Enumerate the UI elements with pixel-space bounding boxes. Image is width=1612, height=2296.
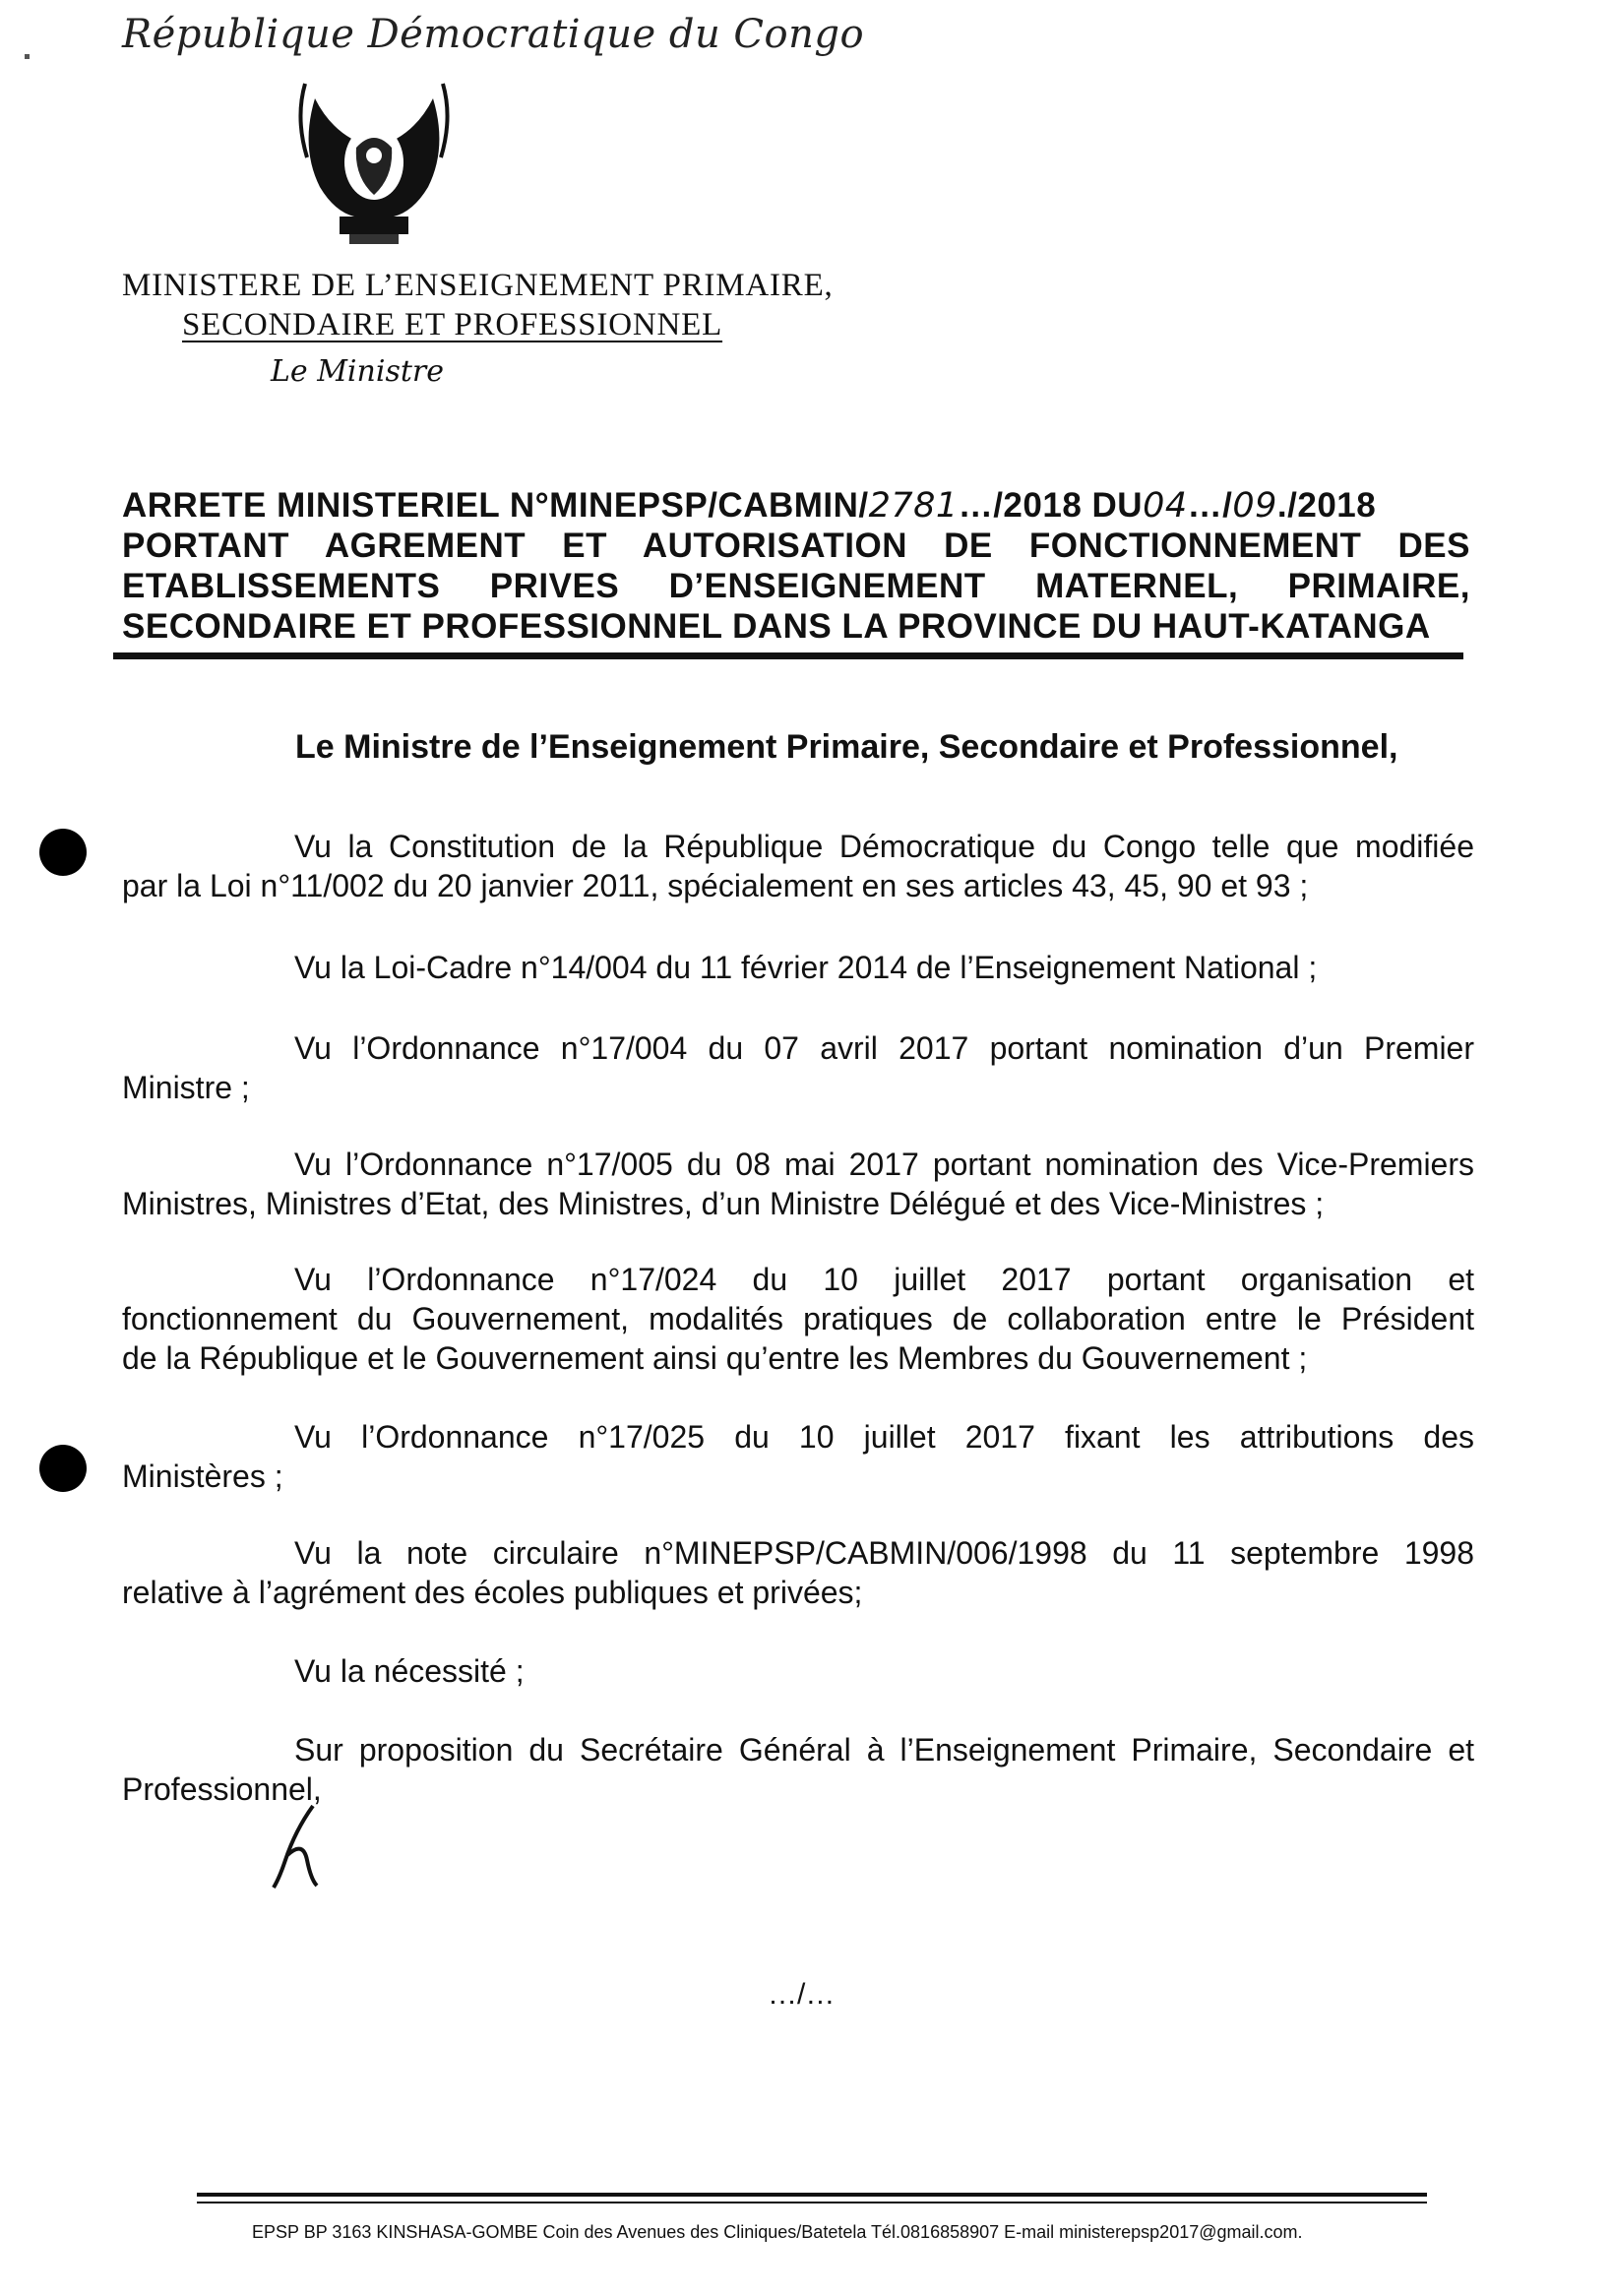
paragraph-constitution: Vu la Constitution de la République Démocratique du Congo telle que modifiée par la Loi n°11/002 du 20 janvier 2011, spécialement en ses articles 43, 45, 90 et 93 ; [122, 829, 1474, 903]
paragraph-note-circulaire: Vu la note circulaire n°MINEPSP/CABMIN/006/1998 du 11 septembre 1998 relative à l’agrément des écoles publiques et privées; [122, 1535, 1474, 1610]
paragraph-ordonnance-17-005: Vu l’Ordonnance n°17/005 du 08 mai 2017 portant nomination des Vice-Premiers Ministres, Ministres d’Etat, des Ministres, d’un Ministre Délégué et des Vice-Ministres ; [122, 1147, 1474, 1221]
ministry-name-line2: SECONDAIRE ET PROFESSIONNEL [182, 307, 723, 342]
title-divider [113, 652, 1463, 659]
paragraph-ordonnance-17-024: Vu l’Ordonnance n°17/024 du 10 juillet 2017 portant organisation et fonctionnement du Gouvernement, modalités pratiques de collaboration entre le Président de la République et le Gouvernement ainsi qu’entre les Membres du Gouvernement ; [122, 1262, 1474, 1376]
ministry-name-line1: MINISTERE DE L’ENSEIGNEMENT PRIMAIRE, [122, 268, 834, 303]
decree-title-line2: PORTANT AGREMENT ET AUTORISATION DE FONCTIONNEMENT DES [122, 527, 1470, 565]
republic-heading: République Démocratique du Congo [122, 12, 865, 57]
handwritten-initial-mark [266, 1801, 335, 1890]
page-continuation-mark: …/… [768, 1978, 836, 2011]
footer-divider-thin [197, 2202, 1427, 2203]
paragraph-proposition: Sur proposition du Secrétaire Général à l’Enseignement Primaire, Secondaire et Professionnel, [122, 1732, 1474, 1807]
decree-year-du: /2018 DU [993, 486, 1144, 525]
footer-address: EPSP BP 3163 KINSHASA-GOMBE Coin des Avenues des Cliniques/Batetela Tél.0816858907 E-mail ministerepsp2017@gmail.com. [252, 2222, 1303, 2242]
paragraph-loi-cadre: Vu la Loi-Cadre n°14/004 du 11 février 2014 de l’Enseignement National ; [294, 950, 1318, 985]
coat-of-arms-emblem [295, 79, 453, 251]
paragraph-ordonnance-17-004: Vu l’Ordonnance n°17/004 du 07 avril 2017 portant nomination d’un Premier Ministre ; [122, 1030, 1474, 1105]
paragraph-ordonnance-17-025: Vu l’Ordonnance n°17/025 du 10 juillet 2017 fixant les attributions des Ministères ; [122, 1419, 1474, 1494]
scan-speck [25, 54, 30, 59]
minister-designation: Le Ministre [271, 354, 444, 389]
decree-prefix: ARRETE MINISTERIEL N°MINEPSP/CABMIN/ [122, 486, 869, 525]
decree-title-line4: SECONDAIRE ET PROFESSIONNEL DANS LA PROVINCE DU HAUT-KATANGA [122, 607, 1431, 646]
decree-day: 04 [1143, 486, 1188, 526]
decree-title-line3: ETABLISSEMENTS PRIVES D’ENSEIGNEMENT MATERNEL, PRIMAIRE, [122, 567, 1470, 605]
decree-month: 09 [1232, 486, 1277, 526]
decree-number: 2781 [868, 486, 959, 526]
decree-title-line1: ARRETE MINISTERIEL N°MINEPSP/CABMIN/2781…/2018 DU04…/09./2018 [122, 486, 1377, 526]
footer-divider [197, 2193, 1427, 2197]
paragraph-necessite: Vu la nécessité ; [294, 1653, 525, 1689]
punch-hole-mark [39, 1445, 87, 1492]
decree-year-end: /2018 [1287, 486, 1377, 525]
punch-hole-mark [39, 829, 87, 876]
minister-heading: Le Ministre de l’Enseignement Primaire, Secondaire et Professionnel, [295, 728, 1398, 766]
